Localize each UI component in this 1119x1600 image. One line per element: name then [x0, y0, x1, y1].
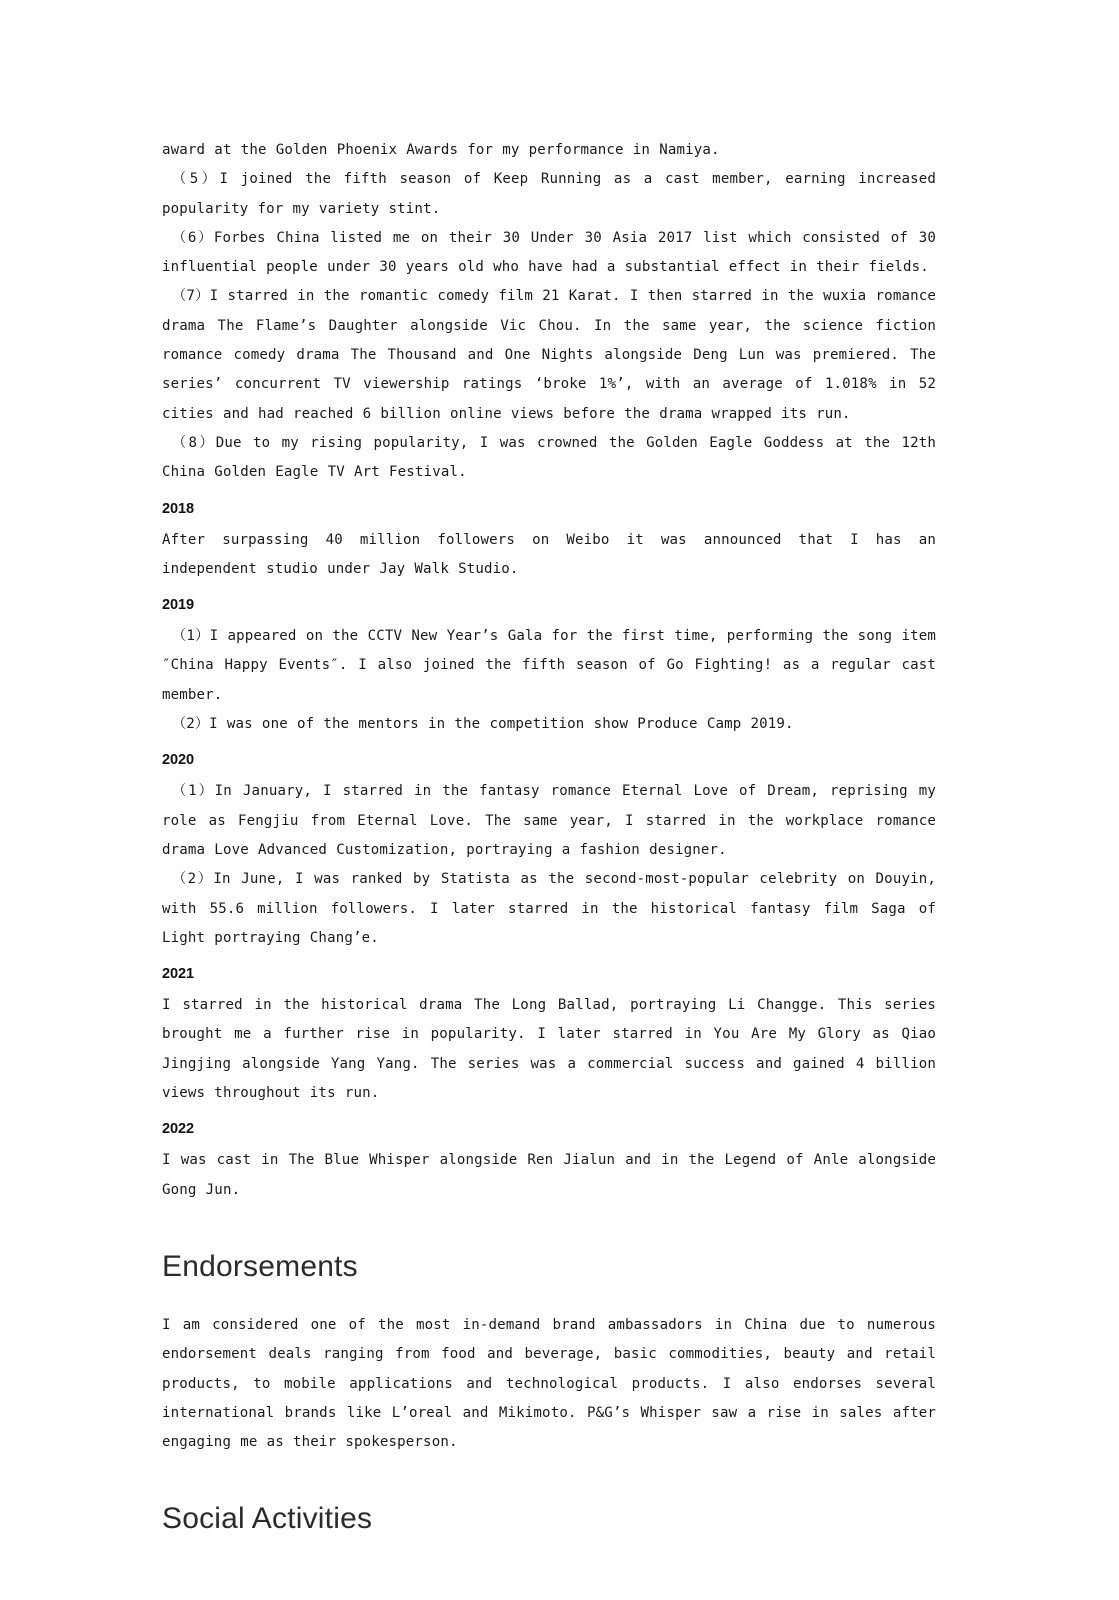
paragraph-item-7: （7）I starred in the romantic comedy film 21 Karat. I then starred in the wuxia romance drama The Flame’s Daughter alongside Vic Chou. In the same year, the science fiction romance comedy drama The Thousand and One Nights alongside Deng Lun was premiered. The series’ concurrent TV viewership ratings ‘broke 1%’, with an average of 1.018% in 52 cities and had reached 6 billion online views before the drama wrapped its run.: [162, 288, 936, 422]
paragraph-2021: I starred in the historical drama The Long Ballad, portraying Li Changge. This series brought me a further rise in popularity. I later starred in You Are My Glory as Qiao Jingjing alongside Yang Yang. The series was a commercial success and gained 4 billion views throughout its run.: [162, 997, 936, 1102]
paragraph-2019-item-1: （1）I appeared on the CCTV New Year’s Gala for the first time, performing the song item ″China Happy Events″. I also joined the fifth season of Go Fighting! as a regular cast member.: [162, 628, 936, 703]
spacer-after-endorsements: [162, 1287, 936, 1311]
paragraph-2020-item-1: （1）In January, I starred in the fantasy romance Eternal Love of Dream, reprising my role as Fengjiu from Eternal Love. The same year, I starred in the workplace romance drama Love Advanced Customization, portraying a fashion designer.: [162, 783, 936, 858]
paragraph-item-5: （5）I joined the fifth season of Keep Running as a cast member, earning increased popularity for my variety stint.: [162, 171, 936, 217]
year-heading-2021: 2021: [162, 966, 195, 983]
paragraph-2019-item-2: （2）I was one of the mentors in the competition show Produce Camp 2019.: [172, 716, 794, 733]
document-body: [162, 136, 936, 1539]
spacer-before-endorsements: [162, 1205, 936, 1247]
year-heading-2020: 2020: [162, 752, 195, 769]
paragraph-award-continuation: award at the Golden Phoenix Awards for my performance in Namiya.: [162, 142, 720, 158]
year-heading-2022: 2022: [162, 1121, 195, 1138]
paragraph-2018: After surpassing 40 million followers on Weibo it was announced that I has an independent studio under Jay Walk Studio.: [162, 531, 936, 577]
paragraph-2022: I was cast in The Blue Whisper alongside Ren Jialun and in the Legend of Anle alongside Gong Jun.: [162, 1152, 936, 1198]
paragraph-endorsements: I am considered one of the most in-demand brand ambassadors in China due to numerous endorsement deals ranging from food and beverage, basic commodities, beauty and retail products, to mobile applications and technological products. I also endorses several international brands like L’oreal and Mikimoto. P&G’s Whisper saw a rise in sales after engaging me as their spokesperson.: [162, 1316, 936, 1451]
year-heading-2019: 2019: [162, 597, 195, 614]
paragraph-item-8: （8）Due to my rising popularity, I was crowned the Golden Eagle Goddess at the 12th China Golden Eagle TV Art Festival.: [162, 434, 936, 481]
section-heading-endorsements: Endorsements: [162, 1249, 358, 1283]
paragraph-item-6: （6）Forbes China listed me on their 30 Under 30 Asia 2017 list which consisted of 30 influential people under 30 years old who have had a substantial effect in their fields.: [162, 229, 936, 276]
spacer-before-social-activities: [162, 1457, 936, 1499]
year-heading-2018: 2018: [162, 500, 195, 517]
paragraph-2020-item-2: （2）In June, I was ranked by Statista as the second-most-popular celebrity on Douyin, with 55.6 million followers. I later starred in the historical fantasy film Saga of Light portraying Chang’e.: [162, 871, 936, 946]
section-heading-social-activities: Social Activities: [162, 1502, 373, 1536]
